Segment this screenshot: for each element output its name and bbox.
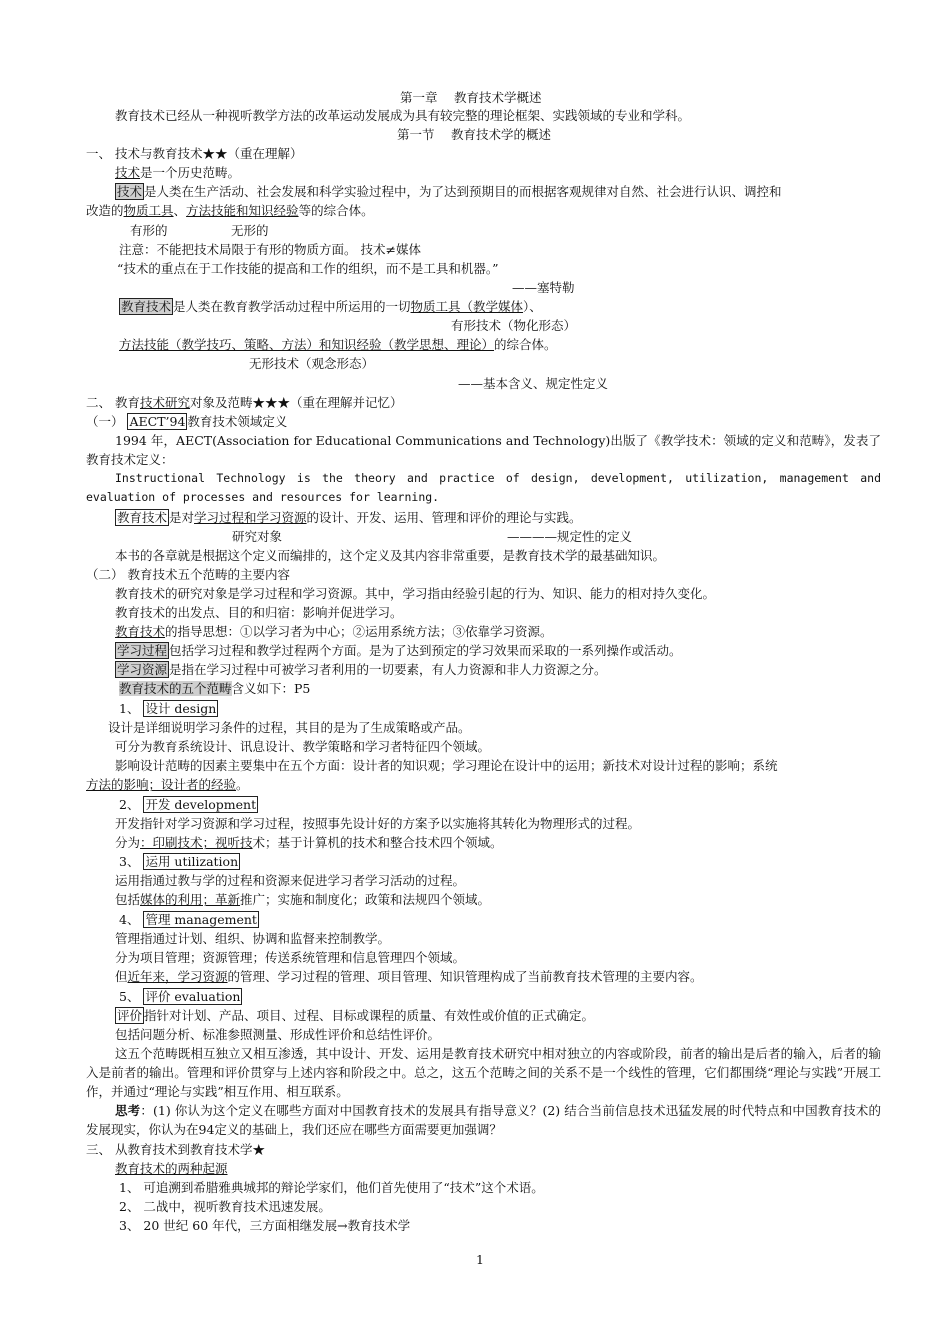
research-object-label: 研究对象 [232, 529, 283, 544]
book-chapters-paragraph: 本书的各章就是根据这个定义而编排的，这个定义及其内容非常重要，是教育技术学的最基础知识。 [115, 548, 666, 563]
tech-definition-line1 [115, 182, 782, 201]
text-span: 包括学习过程和教学过程两个方面。是为了达到预定的学习效果而采取的一系列操作或活动。 [169, 643, 682, 658]
management-paragraph-2: 分为项目管理；资源管理；传送系统管理和信息管理四个领域。 [115, 950, 466, 965]
quote-line: “技术的重点在于工作技能的提高和工作的组织，而不是工具和机器。” [117, 261, 499, 276]
text-span: 推广；实施和制度化；政策和法规四个领域。 [240, 892, 491, 907]
design-box: 设计 design [145, 701, 217, 716]
research-object-paragraph: 教育技术的研究对象是学习过程和学习资源。其中，学习指由经验引起的行为、知识、能力的相对持久变化。 [115, 586, 716, 601]
text-span: 是指在学习过程中可被学习者利用的一切要素，有人力资源和非人力资源之分。 [169, 662, 607, 677]
normative-def-label: ————规定性的定义 [507, 529, 633, 544]
text-span: ：(1) 你认为这个定义在哪些方面对中国教育技术的发展具有指导意义？(2) 结合当前信息技术迅猛发展的时代特点和中国教育技术的发展现实，你认为在94定义的基础上，我们还应在哪些方面需要更加强调？ [86, 1103, 881, 1137]
subsection-2-heading: （二） 教育技术五个范畴的主要内容 [86, 567, 290, 582]
tangible-tech-label: 有形技术（物化形态） [451, 318, 577, 333]
aect-paragraph: 1994 年，AECT(Association for Educational Communications and Technology)出版了《教学技术：领域的定义和范畴》，发表了教育技术定义： [86, 433, 881, 467]
text-span: 包括 [115, 892, 141, 907]
starting-point-paragraph: 教育技术的出发点、目的和归宿：影响并促进学习。 [115, 605, 403, 620]
utilization-paragraph-2 [115, 890, 490, 909]
et-methods-knowledge: 方法技能（教学技巧、策略、方法）和知识经验（教学思想、理论） [119, 337, 495, 352]
domain-design-heading [119, 699, 218, 718]
utilization-box: 运用 utilization [145, 854, 239, 869]
learning-resources-box: 学习资源 [117, 662, 168, 677]
text-span: 3、 [119, 854, 144, 869]
two-origins-heading: 教育技术的两种起源 [115, 1161, 228, 1176]
methods-skills: 方法技能和知识经验 [186, 203, 299, 218]
section-2-heading [86, 393, 403, 412]
text-span: ：印刷技术；视听技 [140, 835, 253, 850]
et-definition-line1 [119, 297, 542, 316]
think-paragraph [86, 1101, 881, 1139]
think-label: 思考 [115, 1103, 141, 1118]
learning-process-paragraph [115, 641, 682, 660]
origin-item-2: 2、 二战中，视听教育技术迅速发展。 [119, 1199, 331, 1214]
evaluation-term-box: 评价 [117, 1008, 143, 1023]
page-number: 1 [476, 1252, 484, 1267]
design-paragraph-3b [86, 775, 249, 794]
tech-def-text: 是人类在生产活动、社会发展和科学实验过程中，为了达到预期目的而根据客观规律对自然、社会进行认识、调控和 [144, 184, 782, 199]
text-span: 但 [115, 969, 128, 984]
development-paragraph-2 [115, 833, 503, 852]
section-title: 第一节 教育技术学的概述 [397, 127, 551, 142]
chapter-title: 第一章 教育技术学概述 [400, 90, 542, 105]
guiding-thought-paragraph [115, 622, 553, 641]
section-3-heading: 三、 从教育技术到教育技术学★ [86, 1142, 265, 1157]
evaluation-box: 评价 evaluation [145, 989, 241, 1004]
aect94-box: AECT’94 [129, 414, 186, 429]
management-paragraph-3 [115, 967, 703, 986]
text-span: 含义如下：P5 [231, 681, 311, 696]
chinese-definition [115, 508, 582, 527]
utilization-paragraph-1: 运用指通过教与学的过程和资源来促进学习者学习活动的过程。 [115, 873, 466, 888]
text-span: 技术研究 [139, 395, 190, 410]
text-span: 的设计、开发、运用、管理和评价的理论与实践。 [306, 510, 582, 525]
origin-item-1: 1、 可追溯到希腊雅典城邦的辩论学家们，他们首先使用了“技术”这个术语。 [119, 1180, 544, 1195]
material-tools: 物质工具 [123, 203, 174, 218]
text-span: 的管理、学习过程的管理、项目管理、知识管理构成了当前教育技术管理的主要内容。 [227, 969, 703, 984]
tangible-label: 有形的 [130, 223, 168, 238]
quote-author: ——塞特勒 [512, 280, 575, 295]
note-line: 注意：不能把技术局限于有形的物质方面。 技术≠媒体 [119, 242, 421, 257]
text-span: 是对 [169, 510, 195, 525]
text-span: 近年来，学习资源 [127, 969, 228, 984]
tech-history-line [115, 163, 240, 182]
text-span: ）、 [523, 299, 542, 314]
domain-utilization-heading [119, 852, 240, 871]
domain-development-heading [119, 795, 258, 814]
tech-history-text: 是一个历史范畴。 [140, 165, 241, 180]
text-span: 。 [236, 777, 249, 792]
text-span: 等的综合体。 [298, 203, 374, 218]
tech-definition-line2 [86, 201, 374, 220]
summary-paragraph: 这五个范畴既相互独立又相互渗透，其中设计、开发、运用是教育技术研究中相对独立的内容或阶段，前者的输出是后者的输入，后者的输入是前者的输出。管理和评价贯穿与上述内容和阶段之中。总之，这五个范畴之间的关系不是一个线性的管理，它们都围绕“理论与实践”开展工作，并通过“理论与实践”相互作用、相互联系。 [86, 1046, 881, 1099]
tech-def-term: 技术 [117, 184, 143, 199]
text-span: 教育技术领域定义 [187, 414, 288, 429]
basic-definition-label: ——基本含义、规定性定义 [458, 376, 609, 391]
english-definition: Instructional Technology is the theory and practice of design, development, utilization, management and evaluation of processes and resources for learning. [86, 471, 881, 504]
text-span: 方法的影响；设计者的经验 [86, 777, 237, 792]
five-domains-shaded: 教育技术的五个范畴 [119, 681, 232, 696]
text-span: 2、 [119, 797, 144, 812]
intangible-label: 无形的 [231, 223, 269, 238]
origin-item-3: 3、 20 世纪 60 年代，三方面相继发展→教育技术学 [119, 1218, 411, 1233]
text-span: 4、 [119, 912, 144, 927]
text-span: 是人类在教育教学活动过程中所运用的一切 [173, 299, 411, 314]
development-box: 开发 development [145, 797, 257, 812]
tech-term: 技术 [115, 165, 141, 180]
text-span: 的综合体。 [494, 337, 557, 352]
five-domains-intro [119, 679, 310, 698]
text-span: 、 [173, 203, 187, 218]
text-span: 1、 [119, 701, 144, 716]
text-span: 媒体的利用；革新 [140, 892, 241, 907]
management-box: 管理 management [145, 912, 257, 927]
text-span: 对象及范畴★★★（重在理解并记忆） [190, 395, 403, 410]
text-span: （一） [86, 414, 128, 429]
et-def-term: 教育技术 [121, 299, 172, 314]
learning-process-box: 学习过程 [117, 643, 168, 658]
et-definition-line2 [119, 335, 557, 354]
management-paragraph-1: 管理指通过计划、组织、协调和监督来控制教学。 [115, 931, 391, 946]
learning-process-resources: 学习过程和学习资源 [194, 510, 307, 525]
text-span: 教育技术 [115, 624, 166, 639]
text-span: 5、 [119, 989, 144, 1004]
evaluation-paragraph-1 [115, 1006, 594, 1025]
text-span: 指针对计划、产品、项目、过程、目标或课程的质量、有效性或价值的正式确定。 [144, 1008, 595, 1023]
design-paragraph-3: 影响设计范畴的因素主要集中在五个方面：设计者的知识观；学习理论在设计中的运用；新技术对设计过程的影响；系统 [115, 758, 778, 773]
text-span: 术；基于计算机的技术和整合技术四个领域。 [252, 835, 503, 850]
et-material-tools: 物质工具（教学媒体 [410, 299, 524, 314]
cn-def-term: 教育技术 [117, 510, 168, 525]
domain-management-heading [119, 910, 259, 929]
section-1-heading: 一、 技术与教育技术★★（重在理解） [86, 146, 303, 161]
text-span: 改造的 [86, 203, 124, 218]
design-paragraph-1: 设计是详细说明学习条件的过程，其目的是为了生成策略或产品。 [108, 720, 471, 735]
domain-evaluation-heading [119, 987, 242, 1006]
text-span: 的指导思想：①以学习者为中心；②运用系统方法；③依靠学习资源。 [165, 624, 553, 639]
development-paragraph-1: 开发指针对学习资源和学习过程，按照事先设计好的方案予以实施将其转化为物理形式的过程。 [115, 816, 641, 831]
subsection-1-heading [86, 412, 287, 431]
evaluation-paragraph-2: 包括问题分析、标准参照测量、形成性评价和总结性评价。 [115, 1027, 441, 1042]
learning-resources-paragraph [115, 660, 607, 679]
text-span: 分为 [115, 835, 141, 850]
intro-paragraph: 教育技术已经从一种视听教学方法的改革运动发展成为具有较完整的理论框架、实践领域的专业和学科。 [115, 108, 691, 123]
design-paragraph-2: 可分为教育系统设计、讯息设计、教学策略和学习者特征四个领域。 [115, 739, 491, 754]
text-span: 二、 教育 [86, 395, 140, 410]
intangible-tech-label: 无形技术（观念形态） [249, 356, 375, 371]
